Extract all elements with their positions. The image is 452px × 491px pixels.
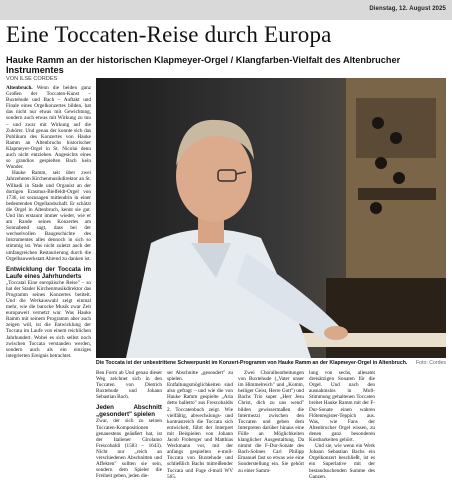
place-lead: Altenbruch. [6,85,33,91]
issue-date: Dienstag, 12. August 2025 [369,6,446,12]
paragraph: „Toccatal Eine europäische Reise" – so hat der Stader Kirchenmusikdirektor das Programm seines Konzertes betitelt. Und die Werkauswahl zeigt einmal mehr, wie die barocke Musik zwar Zeit europaweit vernetzt war. Was Hauke Ramm mit seinem Programm aber auch zeigen will, ist die Entwicklung der Toccata im Laufe von einem reichlichen Jahrhundert. Wobei es sich selbst noch zwischen Toccata verstanden werden, sondern auch als ein einziges integrierten Ereignis betrachtet. [6,279,91,359]
article-headline: Eine Toccaten-Reise durch Europa [6,22,332,47]
article-byline: VON ILSE CORDES [6,76,58,82]
photo-caption [96,360,446,366]
article-column-2 [96,370,162,479]
article-column-4 [238,370,304,474]
article-column-1 [6,85,91,359]
paragraph: Zwar, der sich zu seinen Toccaten-Kompositionen genauestens geäußert hat, ist der Italiener Girolamo Frescobaldi (1583 – 1643). Nicht nur „reich an verschiedenen Abschnitten und Affekten" sollten sie sein, sondern dem Spieler die Freiheit geben, jeden die- [96,418,162,480]
paragraph: Ben Form ab Und genau dieser Weg zeichnet sich in den Toccaten von Dietrich Buxtehude und Johann Sebastian Bach. [96,370,162,401]
paragraph: Und sie, wie wenn ein Werk Johann Sebastian Bachs ein Orgelkonzert beschließt, ist es ein Superlative mit der bestandsuchenden Summe des Ganzen. [309,443,375,480]
paragraph: lung von sechs, allesamt dreisätzigen Sonaten für die Orgel. Und nach den ausnahmslos in Moll-Stimmung gehaltenen Toccaten breitet Hauke Ramm mit der F-Dur-Sonate einen wahren Flötenregister-Teppich aus. Was, wie Fans der Altenbrucher Orgel wissen, zu denen ganz besonderen Kostbarkeiten gehört. [309,370,375,444]
paragraph: Zwei Choralbearbeitungen von Buxtehude („Vater unser im Himmelreich" und „Komm, heiliger Geist, Herre Gott") und Bachs Trio super „Herr Jesu Christ, dich zu uns wend" bilden gewissermaßen die Intermezzi zwischen den Toccaten und geben dem Interpreten darüber hinaus eine Fülle an Möglichkeiten klanglicher Ausgestaltung. Da nimmt die F-Dur-Sonate des Bach-Sohnes Carl Philipp Emanuel fast so etwas wie eine Sonderstellung ein. Sie gehört zu einer Samm- [238,370,304,474]
article-photo [96,78,446,358]
section-subhead: Entwicklung der Toccata im Laufe eines Jahrhunderts [6,265,91,280]
caption-text: Die Toccata ist der unbestrittene Schwerpunkt im Konzert-Programm von Hauke Ramm an der Klapmeyer-Orgel in Altenbruch. [96,360,408,366]
paragraph-text: Wenn die beiden ganz Großen der Toccaten-Kunst – Buxtehude und Bach – Auftakt und Finale eines Orgelkonzertes bilden, hat das nicht nur etwas mit Gewichtung, sondern auch etwas mit Wirkung zu tun – und zwar mit Wirkung auf die Zuhörer. Und genau der konnte sich das Publikum des Konzertes von Hauke Ramm an Altenbruchs historischer Klapmeyer-Orgel in St. Nicolai denn auch nicht entziehen. Angesichts eines so grandios gespielten Bach kein Wunder. [6,85,91,171]
photo-credit: Foto: Cordes [416,360,446,366]
paragraph: ser Abschnitte „gesondert" zu spielen. Entfaltungsmöglichkeiten sind also gefragt – und wie die von Hauke Ramm gespielte „Aria detto balletto" aus Frescobaldis 2. Toccatenbuch zeigt. Wie vielfältig, abwechslungs- und kontrastreich die Toccata sich entwickelt, führt der Interpret mit Beispielen von Johann Jacob Froberger und Matthias Weckmann vor, mit der anfangs gespielten e-moll-Toccata von Buxtehude und schließlich Bachs mitreißender Toccata und Fuge d-moll WV 565. [167,370,233,480]
paragraph [6,85,91,170]
section-subhead: Jeden Abschnitt „gesondert" spielen [96,404,162,419]
paragraph: Hauke Ramm, seit über zwei Jahrzehnten Kirchenmusikdirektor an St. Wilhadi in Stade und Organist an der dortigen Erasmus-Bielfeldt-Orgel von 1736, ist sozusagen mittendrin in einer bedeutenden Orgellandschaft. Er schätzt die Orgel in Altenbruch, kennt sie gut. Und ihn erstaunt immer wieder, wie er am Rande seines Konzertes am Sonnabend sagt, dass bei der wechselvollen Baugeschichte des Instrumentes alles dennoch in sich so stimmig ist. Was nicht zuletzt auch der umfangreichen Restaurierung durch die Orgelbauwerkstatt Ahrend zu danken ist. [6,170,91,262]
article-subheadline: Hauke Ramm an der historischen Klapmeyer-Orgel / Klangfarben-Vielfalt des Altenbrucher Instrumentes [6,55,401,75]
article-column-5 [309,370,375,480]
organist-photo-illustration [96,78,446,358]
header-bar [0,0,452,20]
article-column-3 [167,370,233,480]
